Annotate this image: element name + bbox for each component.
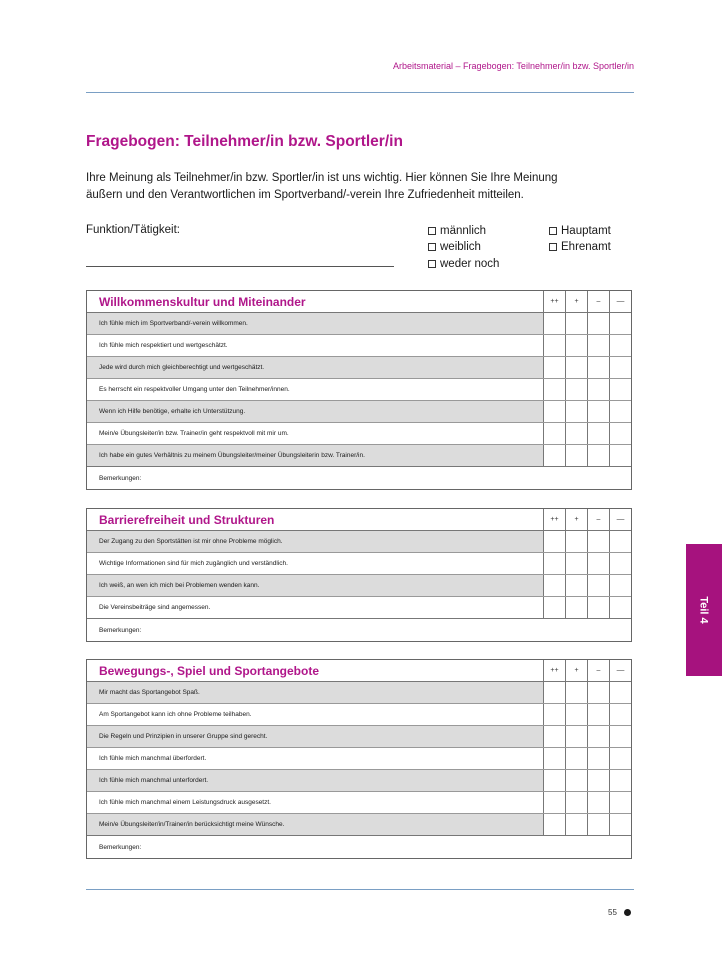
- question-text: Die Vereinsbeiträge sind angemessen.: [99, 604, 211, 611]
- function-input-line[interactable]: [86, 266, 394, 267]
- question-text: Wichtige Informationen sind für mich zugänglich und verständlich.: [99, 560, 288, 567]
- rating-cell-bad[interactable]: [587, 379, 609, 400]
- rating-cell-very-good[interactable]: [543, 748, 565, 769]
- rating-cell-very-bad[interactable]: [609, 792, 631, 813]
- rating-header-bad: –: [587, 291, 609, 312]
- rating-header-very-bad: ––: [609, 509, 631, 530]
- question-row: [87, 335, 631, 357]
- rating-cell-good[interactable]: [565, 748, 587, 769]
- footer-rule: [86, 889, 634, 890]
- rating-cell-very-good[interactable]: [543, 814, 565, 835]
- rating-cell-very-bad[interactable]: [609, 682, 631, 703]
- section-table-barrierefreiheit: [86, 508, 632, 642]
- question-row: [87, 313, 631, 335]
- question-text: Ich fühle mich respektiert und wertgeschätzt.: [99, 342, 228, 349]
- question-row: [87, 792, 631, 814]
- option-label: weiblich: [440, 241, 481, 253]
- intro-line-2: äußern und den Verantwortlichen im Sportverband/-verein Ihre Zufriedenheit mitteilen.: [86, 189, 524, 201]
- rating-header-bad: –: [587, 660, 609, 681]
- rating-header-very-good: ++: [543, 291, 565, 312]
- question-text: Jede wird durch mich gleichberechtigt und wertgeschätzt.: [87, 357, 543, 378]
- question-text: Ich weiß, an wen ich mich bei Problemen wenden kann.: [87, 575, 543, 596]
- rating-header-very-bad: ––: [609, 291, 631, 312]
- section-header-row: [87, 509, 631, 531]
- rating-cell-very-bad[interactable]: [609, 357, 631, 378]
- question-text: Es herrscht ein respektvoller Umgang unter den Teilnehmer/innen.: [99, 386, 290, 393]
- page-title: Fragebogen: Teilnehmer/in bzw. Sportler/in: [86, 133, 403, 150]
- rating-cell-very-bad[interactable]: [609, 423, 631, 444]
- checkbox-square-icon[interactable]: [428, 227, 436, 235]
- rating-header-good: +: [565, 509, 587, 530]
- rating-cell-bad[interactable]: [587, 423, 609, 444]
- chapter-side-tab: [686, 544, 722, 676]
- checkbox-option-hauptamt[interactable]: [549, 225, 611, 237]
- rating-cell-bad[interactable]: [587, 575, 609, 596]
- rating-cell-good[interactable]: [565, 401, 587, 422]
- rating-cell-bad[interactable]: [587, 770, 609, 791]
- checkbox-square-icon[interactable]: [549, 243, 557, 251]
- rating-cell-very-good[interactable]: [543, 531, 565, 552]
- rating-cell-good[interactable]: [565, 726, 587, 747]
- rating-cell-good[interactable]: [565, 423, 587, 444]
- rating-cell-very-good[interactable]: [543, 726, 565, 747]
- rating-cell-very-good[interactable]: [543, 357, 565, 378]
- section-header-row: [87, 291, 631, 313]
- question-row: [87, 445, 631, 467]
- section-table-bewegungsangebote: [86, 659, 632, 859]
- function-label: Funktion/Tätigkeit:: [86, 224, 180, 236]
- rating-cell-bad[interactable]: [587, 531, 609, 552]
- rating-cell-good[interactable]: [565, 575, 587, 596]
- rating-cell-very-bad[interactable]: [609, 401, 631, 422]
- checkbox-option-weiblich[interactable]: [428, 241, 481, 253]
- rating-cell-very-bad[interactable]: [609, 597, 631, 618]
- option-label: Ehrenamt: [561, 241, 611, 253]
- question-row: [87, 401, 631, 423]
- rating-header-very-bad: ––: [609, 660, 631, 681]
- intro-paragraph: [86, 170, 646, 204]
- rating-cell-good[interactable]: [565, 814, 587, 835]
- running-header: Arbeitsmaterial – Fragebogen: Teilnehmer/in bzw. Sportler/in: [393, 61, 634, 71]
- rating-cell-bad[interactable]: [587, 704, 609, 725]
- question-text: Ich fühle mich manchmal einem Leistungsdruck ausgesetzt.: [99, 799, 271, 806]
- option-label: Hauptamt: [561, 225, 611, 237]
- question-row: [87, 748, 631, 770]
- rating-header-bad: –: [587, 509, 609, 530]
- rating-cell-bad[interactable]: [587, 792, 609, 813]
- rating-cell-bad[interactable]: [587, 814, 609, 835]
- question-text: Am Sportangebot kann ich ohne Probleme teilhaben.: [99, 711, 252, 718]
- option-label: männlich: [440, 225, 487, 237]
- rating-cell-very-bad[interactable]: [609, 748, 631, 769]
- rating-cell-very-bad[interactable]: [609, 335, 631, 356]
- rating-cell-good[interactable]: [565, 597, 587, 618]
- checkbox-option-maennlich[interactable]: [428, 225, 486, 237]
- question-row: [87, 553, 631, 575]
- question-row: [87, 423, 631, 445]
- remarks-field[interactable]: Bemerkungen:: [99, 474, 142, 482]
- intro-line-1: Ihre Meinung als Teilnehmer/in bzw. Sportler/in ist uns wichtig. Hier können Sie Ihre Meinung: [86, 172, 558, 184]
- question-text: Ich fühle mich manchmal unterfordert.: [87, 770, 543, 791]
- rating-cell-bad[interactable]: [587, 748, 609, 769]
- question-row: [87, 575, 631, 597]
- rating-cell-very-bad[interactable]: [609, 379, 631, 400]
- question-row: [87, 726, 631, 748]
- question-row: [87, 597, 631, 619]
- section-title: Barrierefreiheit und Strukturen: [99, 512, 275, 527]
- rating-cell-good[interactable]: [565, 553, 587, 574]
- rating-cell-very-bad[interactable]: [609, 313, 631, 334]
- rating-cell-very-good[interactable]: [543, 597, 565, 618]
- question-text: Der Zugang zu den Sportstätten ist mir ohne Probleme möglich.: [87, 531, 543, 552]
- rating-cell-bad[interactable]: [587, 553, 609, 574]
- question-row: [87, 531, 631, 553]
- rating-cell-very-bad[interactable]: [609, 814, 631, 835]
- rating-cell-very-bad[interactable]: [609, 704, 631, 725]
- remarks-field[interactable]: Bemerkungen:: [99, 843, 142, 851]
- rating-cell-good[interactable]: [565, 313, 587, 334]
- rating-cell-very-good[interactable]: [543, 704, 565, 725]
- rating-cell-good[interactable]: [565, 770, 587, 791]
- rating-cell-bad[interactable]: [587, 335, 609, 356]
- rating-cell-bad[interactable]: [587, 445, 609, 466]
- checkbox-square-icon[interactable]: [549, 227, 557, 235]
- rating-header-very-good: ++: [543, 660, 565, 681]
- rating-cell-very-bad[interactable]: [609, 726, 631, 747]
- bullet-dot-icon: [624, 909, 631, 916]
- rating-cell-very-good[interactable]: [543, 335, 565, 356]
- remarks-field[interactable]: Bemerkungen:: [99, 626, 142, 634]
- question-text: Die Regeln und Prinzipien in unserer Gruppe sind gerecht.: [87, 726, 543, 747]
- chapter-side-tab-label: Teil 4: [698, 596, 710, 624]
- rating-cell-very-good[interactable]: [543, 553, 565, 574]
- rating-cell-bad[interactable]: [587, 597, 609, 618]
- rating-cell-bad[interactable]: [587, 726, 609, 747]
- rating-cell-good[interactable]: [565, 531, 587, 552]
- rating-cell-very-good[interactable]: [543, 770, 565, 791]
- checkbox-option-ehrenamt[interactable]: [549, 241, 611, 253]
- rating-cell-very-bad[interactable]: [609, 531, 631, 552]
- question-row: [87, 704, 631, 726]
- rating-cell-very-bad[interactable]: [609, 553, 631, 574]
- rating-cell-bad[interactable]: [587, 401, 609, 422]
- option-label: weder noch: [440, 258, 500, 270]
- section-table-willkommenskultur: [86, 290, 632, 490]
- rating-cell-very-bad[interactable]: [609, 575, 631, 596]
- rating-cell-good[interactable]: [565, 704, 587, 725]
- rating-cell-very-bad[interactable]: [609, 445, 631, 466]
- checkbox-option-weder-noch[interactable]: [428, 258, 499, 270]
- rating-cell-good[interactable]: [565, 357, 587, 378]
- rating-cell-bad[interactable]: [587, 682, 609, 703]
- rating-header-good: +: [565, 291, 587, 312]
- rating-cell-very-good[interactable]: [543, 313, 565, 334]
- question-text: Ich fühle mich im Sportverband/-verein willkommen.: [87, 313, 543, 334]
- checkbox-square-icon[interactable]: [428, 260, 436, 268]
- section-header-row: [87, 660, 631, 682]
- rating-cell-good[interactable]: [565, 379, 587, 400]
- question-row: [87, 682, 631, 704]
- rating-cell-very-good[interactable]: [543, 401, 565, 422]
- rating-cell-very-good[interactable]: [543, 792, 565, 813]
- rating-header-very-good: ++: [543, 509, 565, 530]
- rating-cell-very-good[interactable]: [543, 682, 565, 703]
- page-number: [608, 908, 631, 917]
- question-row: [87, 357, 631, 379]
- rating-header-good: +: [565, 660, 587, 681]
- question-text: Mir macht das Sportangebot Spaß.: [87, 682, 543, 703]
- question-text: Ich fühle mich manchmal überfordert.: [99, 755, 207, 762]
- page-number-text: 55: [608, 908, 617, 917]
- rating-cell-very-good[interactable]: [543, 445, 565, 466]
- rating-cell-very-good[interactable]: [543, 423, 565, 444]
- rating-cell-very-good[interactable]: [543, 575, 565, 596]
- rating-cell-good[interactable]: [565, 335, 587, 356]
- question-row: [87, 770, 631, 792]
- question-text: Mein/e Übungsleiter/in/Trainer/in berücksichtigt meine Wünsche.: [87, 814, 543, 835]
- section-title: Bewegungs-, Spiel und Sportangebote: [99, 663, 320, 678]
- rating-cell-good[interactable]: [565, 682, 587, 703]
- rating-cell-good[interactable]: [565, 445, 587, 466]
- question-row: [87, 814, 631, 836]
- rating-cell-very-good[interactable]: [543, 379, 565, 400]
- question-text: Ich habe ein gutes Verhältnis zu meinem Übungsleiter/meiner Übungsleiterin bzw. Trainer/in.: [87, 445, 543, 466]
- checkbox-square-icon[interactable]: [428, 243, 436, 251]
- header-rule: [86, 92, 634, 93]
- rating-cell-bad[interactable]: [587, 313, 609, 334]
- section-title: Willkommenskultur und Miteinander: [99, 294, 306, 309]
- question-text: Wenn ich Hilfe benötige, erhalte ich Unterstützung.: [87, 401, 543, 422]
- rating-cell-good[interactable]: [565, 792, 587, 813]
- question-text: Mein/e Übungsleiter/in bzw. Trainer/in geht respektvoll mit mir um.: [99, 430, 289, 437]
- question-row: [87, 379, 631, 401]
- rating-cell-bad[interactable]: [587, 357, 609, 378]
- rating-cell-very-bad[interactable]: [609, 770, 631, 791]
